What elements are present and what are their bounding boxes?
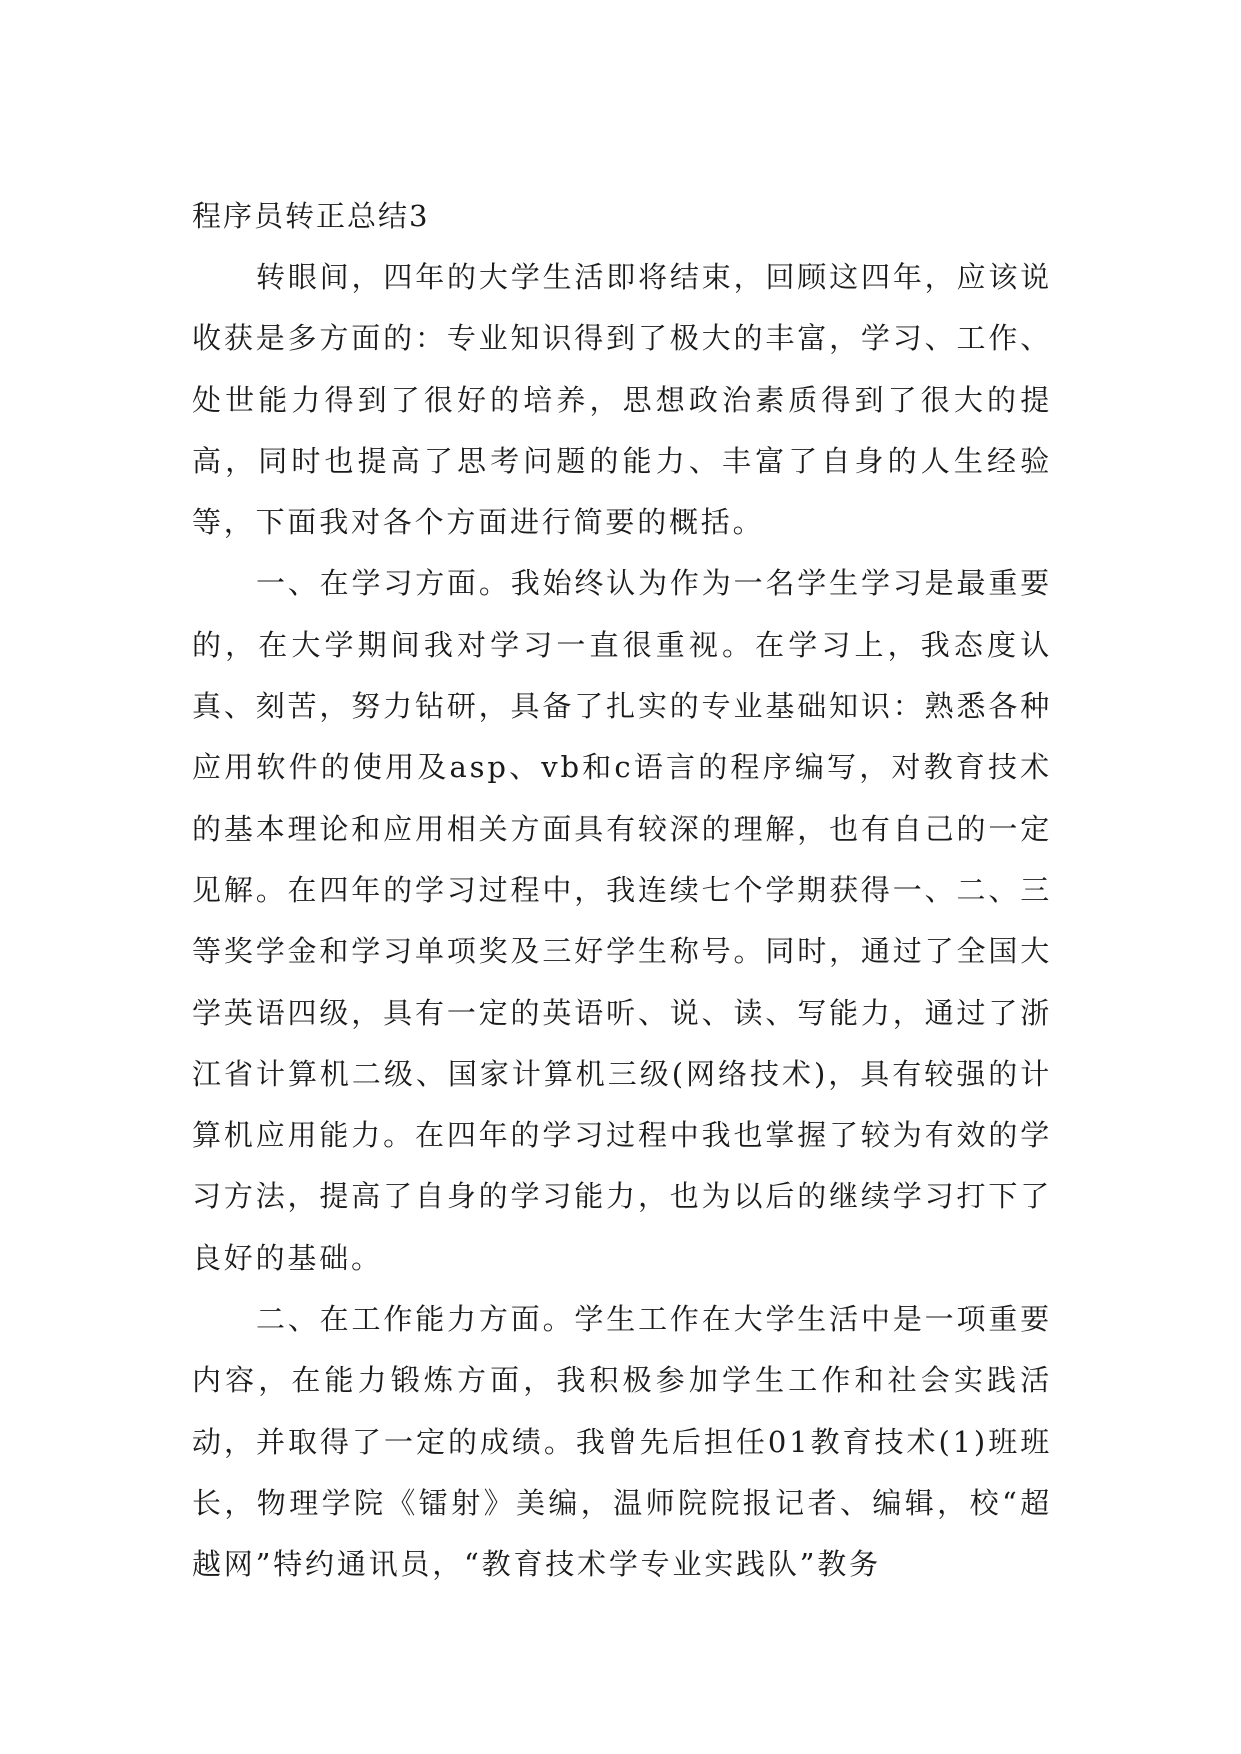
paragraph-study: 一、在学习方面。我始终认为作为一名学生学习是最重要的，在大学期间我对学习一直很重视。在学习上，我态度认真、刻苦，努力钻研，具备了扎实的专业基础知识：熟悉各种应用软件的使用及asp、vb和c语言的程序编写，对教育技术的基本理论和应用相关方面具有较深的理解，也有自己的一定见解。在四年的学习过程中，我连续七个学期获得一、二、三等奖学金和学习单项奖及三好学生称号。同时，通过了全国大学英语四级，具有一定的英语听、说、读、写能力，通过了浙江省计算机二级、国家计算机三级(网络技术)，具有较强的计算机应用能力。在四年的学习过程中我也掌握了较为有效的学习方法，提高了自身的学习能力，也为以后的继续学习打下了良好的基础。 [192, 566, 1052, 1275]
paragraph-work: 二、在工作能力方面。学生工作在大学生活中是一项重要内容，在能力锻炼方面，我积极参加学生工作和社会实践活动，并取得了一定的成绩。我曾先后担任01教育技术(1)班班长，物理学院《镭射》美编，温师院院报记者、编辑，校“超越网”特约通讯员，“教育技术学专业实践队”教务 [192, 1302, 1052, 1582]
document-title: 程序员转正总结3 [192, 199, 430, 233]
paragraph-intro: 转眼间，四年的大学生活即将结束，回顾这四年，应该说收获是多方面的：专业知识得到了极大的丰富，学习、工作、处世能力得到了很好的培养，思想政治素质得到了很大的提高，同时也提高了思考问题的能力、丰富了自身的人生经验等，下面我对各个方面进行简要的概括。 [192, 260, 1052, 540]
document-body [192, 186, 1052, 1596]
